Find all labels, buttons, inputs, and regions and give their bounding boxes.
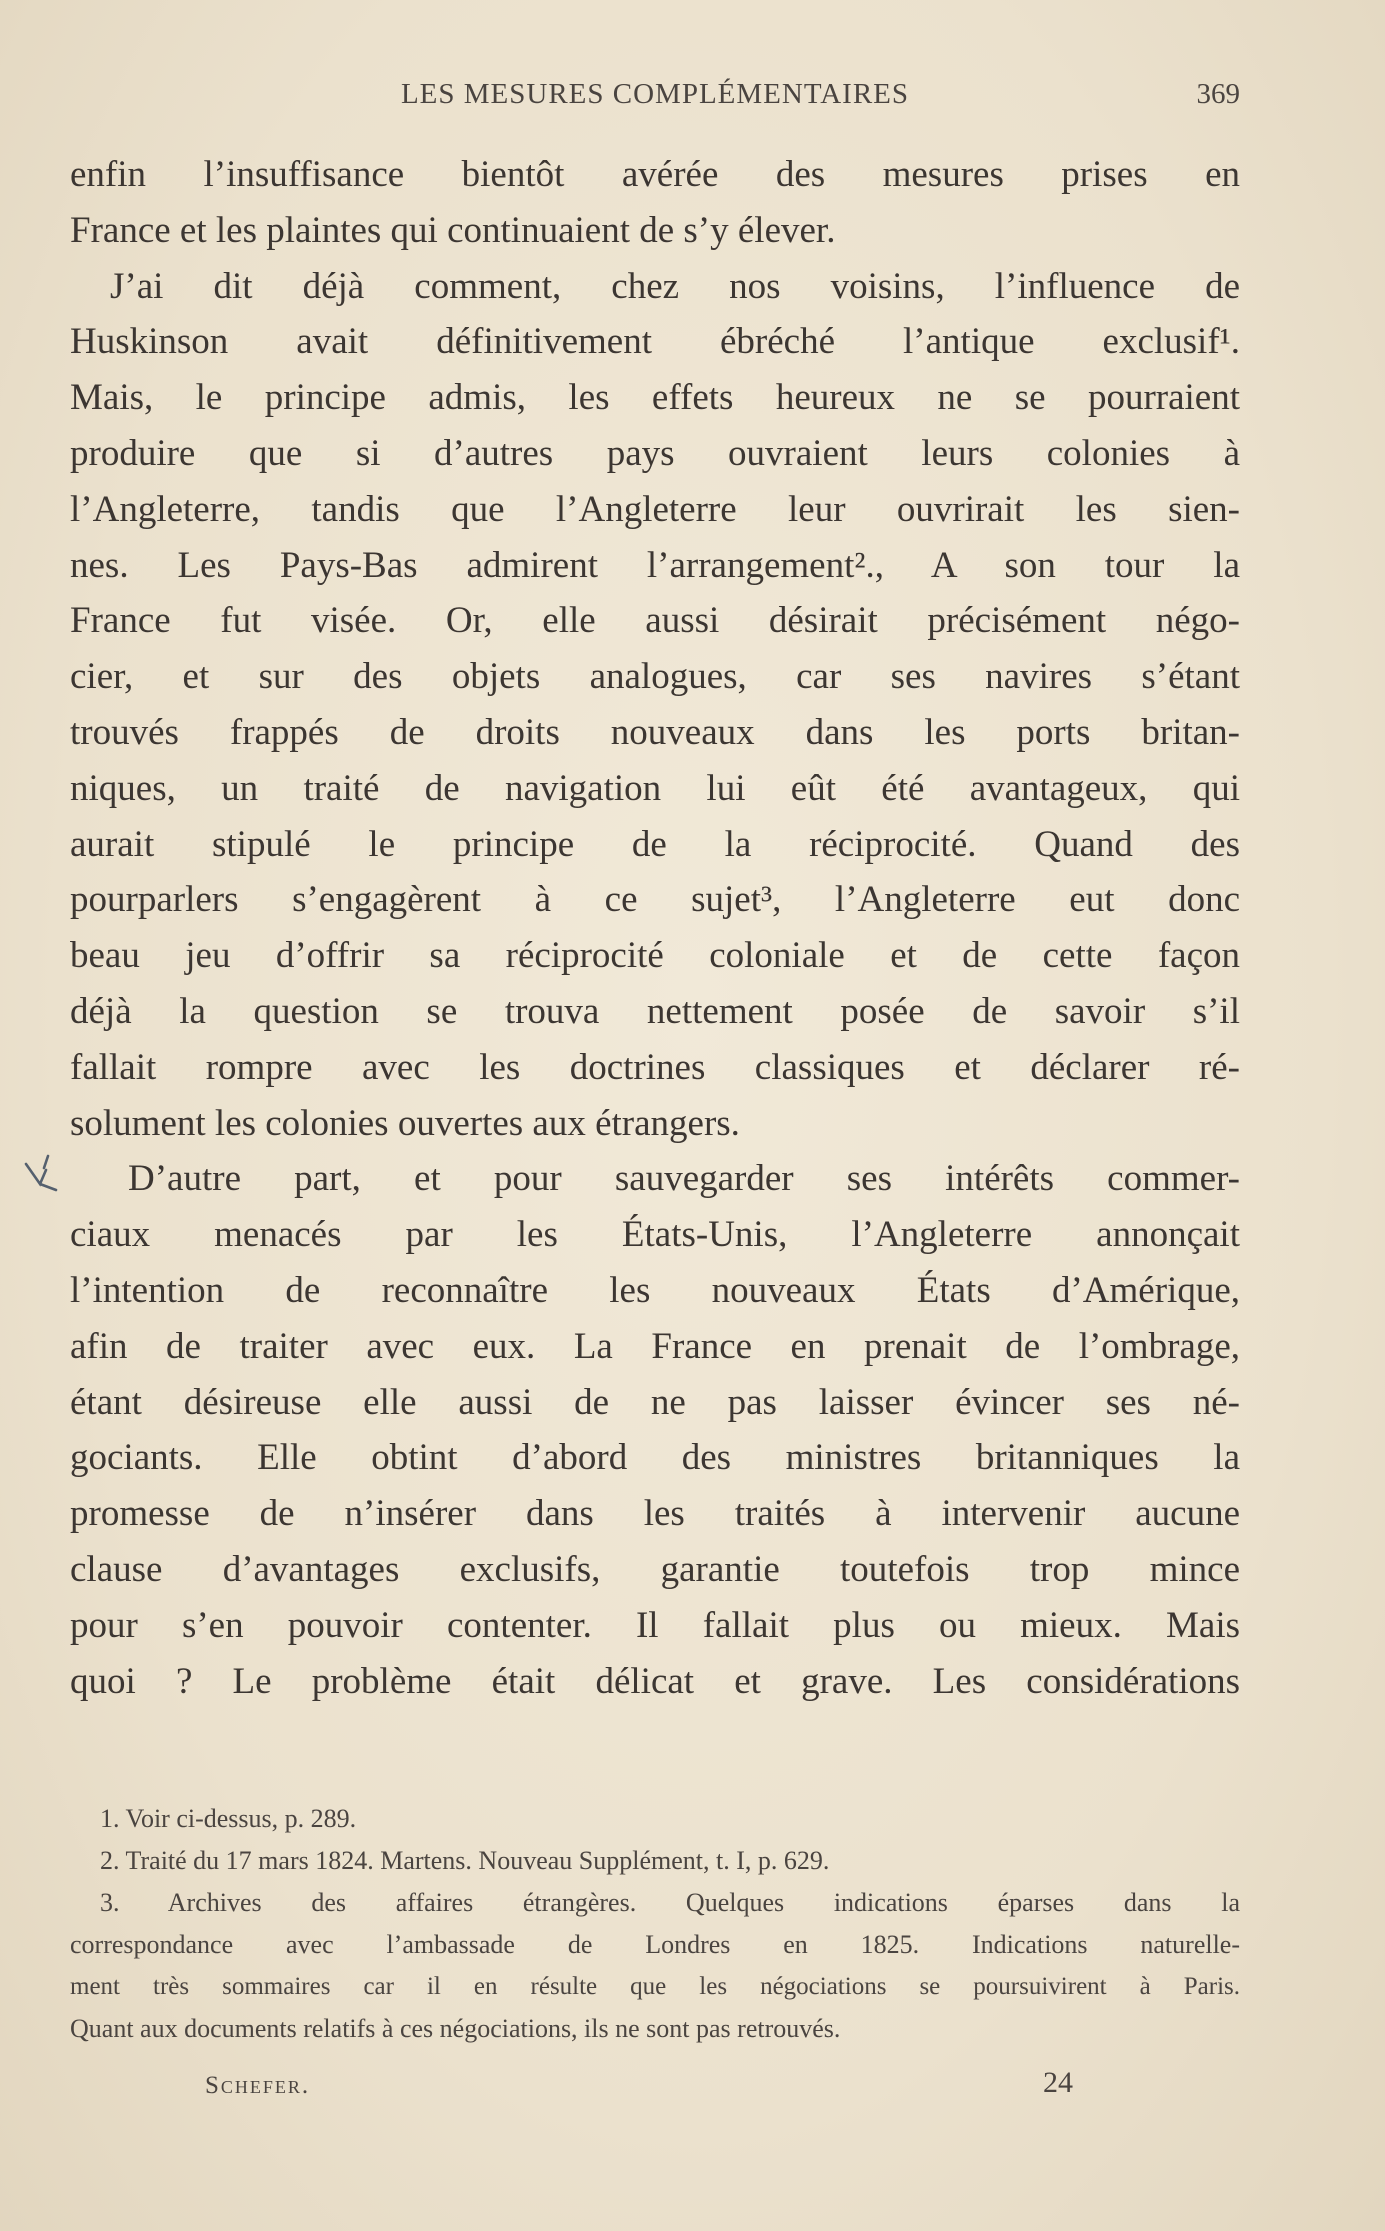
text-line: beau jeu d’offrir sa réciprocité coloniale et de cette façon [70,935,1240,977]
body-text [70,147,1240,1709]
footnote-continuation: ment très sommaires car il en résulte que les négociations se poursuivirent à Paris. [70,1973,1240,2000]
text-line: produire que si d’autres pays ouvraient leurs colonies à [70,432,1240,474]
footnote: 3. Archives des affaires étrangères. Quelques indications éparses dans la [100,1888,1240,1917]
text-line: gociants. Elle obtint d’abord des ministres britanniques la [70,1437,1240,1479]
footnote: 2. Traité du 17 mars 1824. Martens. Nouveau Supplément, t. I, p. 629. [100,1846,830,1875]
text-line: niques, un traité de navigation lui eût été avantageux, qui [70,767,1240,809]
text-line: D’autre part, et pour sauvegarder ses intérêts commer- [128,1158,1240,1200]
text-line: fallait rompre avec les doctrines classiques et déclarer ré- [70,1046,1240,1088]
text-line: Mais, le principe admis, les effets heureux ne se pourraient [70,377,1240,419]
text-line: pourparlers s’engagèrent à ce sujet³, l’Angleterre eut donc [70,879,1240,921]
text-line: pour s’en pouvoir contenter. Il fallait plus ou mieux. Mais [70,1604,1240,1646]
text-line: quoi ? Le problème était délicat et grave. Les considérations [70,1660,1240,1702]
text-line: France fut visée. Or, elle aussi désirait précisément négo- [70,600,1240,642]
footnote-continuation: Quant aux documents relatifs à ces négociations, ils ne sont pas retrouvés. [70,2014,841,2043]
text-line: J’ai dit déjà comment, chez nos voisins, l’influence de [110,265,1240,307]
footnotes [70,1798,1240,2050]
text-line: afin de traiter avec eux. La France en prenait de l’ombrage, [70,1325,1240,1367]
text-line: l’Angleterre, tandis que l’Angleterre leur ouvrirait les sien- [70,488,1240,530]
text-line: déjà la question se trouva nettement posée de savoir s’il [70,990,1240,1032]
sheet-number: 24 [1043,2066,1073,2099]
page-number: 369 [1196,78,1240,110]
running-title: LES MESURES COMPLÉMENTAIRES [400,78,910,110]
text-line: clause d’avantages exclusifs, garantie toutefois trop mince [70,1548,1240,1590]
text-line: promesse de n’insérer dans les traités à intervenir aucune [70,1493,1240,1535]
page-header [70,78,1240,118]
text-line: aurait stipulé le principe de la réciprocité. Quand des [70,823,1240,865]
text-line: Huskinson avait définitivement ébréché l’antique exclusif¹. [70,321,1240,363]
text-line: cier, et sur des objets analogues, car ses navires s’étant [70,656,1240,698]
text-line: France et les plaintes qui continuaient de s’y élever. [70,209,836,251]
text-line: l’intention de reconnaître les nouveaux États d’Amérique, [70,1269,1240,1311]
text-line: nes. Les Pays-Bas admirent l’arrangement²., A son tour la [70,544,1240,586]
footnote-continuation: correspondance avec l’ambassade de Londres en 1825. Indications naturelle- [70,1930,1240,1959]
text-line: enfin l’insuffisance bientôt avérée des mesures prises en [70,154,1240,195]
printer-signature: Schefer. [205,2072,311,2099]
text-line: ciaux menacés par les États-Unis, l’Angleterre annonçait [70,1214,1240,1256]
text-line: étant désireuse elle aussi de ne pas laisser évincer ses né- [70,1381,1240,1423]
text-line: trouvés frappés de droits nouveaux dans les ports britan- [70,711,1240,753]
text-line: solument les colonies ouvertes aux étrangers. [70,1102,740,1144]
footnote: 1. Voir ci-dessus, p. 289. [100,1804,357,1833]
pencil-check-mark-icon [22,1150,72,1200]
